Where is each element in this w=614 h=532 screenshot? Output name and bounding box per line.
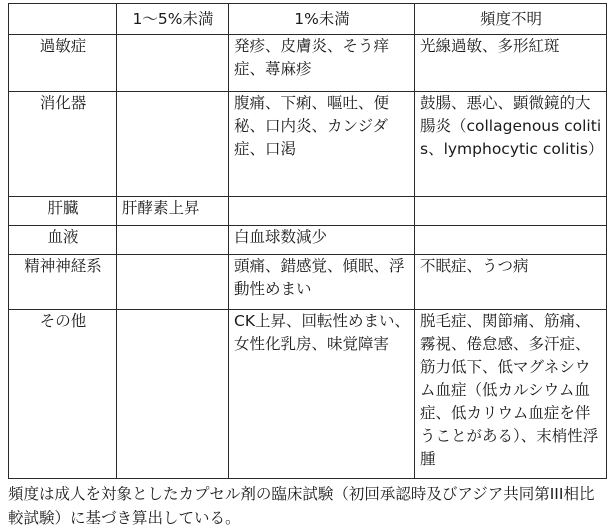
table-row <box>9 255 607 310</box>
cell-under-1-percent: 発疹、皮膚炎、そう痒症、蕁麻疹 <box>229 35 415 92</box>
table-header-row <box>9 4 607 35</box>
table-row <box>9 226 607 255</box>
cell-under-1-percent: 頭痛、錯感覚、傾眠、浮動性めまい <box>229 255 415 310</box>
row-category: 精神神経系 <box>9 255 117 310</box>
cell-under-1-percent: CK上昇、回転性めまい、女性化乳房、味覚障害 <box>229 310 415 479</box>
cell-1-5-percent <box>117 226 229 255</box>
row-category: 消化器 <box>9 92 117 197</box>
cell-1-5-percent: 肝酵素上昇 <box>117 197 229 226</box>
cell-under-1-percent: 白血球数減少 <box>229 226 415 255</box>
cell-1-5-percent <box>117 35 229 92</box>
cell-frequency-unknown: 鼓腸、悪心、顕微鏡的大腸炎（collagenous colitis、lymphocytic colitis） <box>415 92 607 197</box>
cell-1-5-percent <box>117 310 229 479</box>
header-cell-frequency-unknown: 頻度不明 <box>415 4 607 35</box>
adverse-reaction-frequency-table <box>8 3 607 479</box>
cell-frequency-unknown <box>415 197 607 226</box>
header-cell-category <box>9 4 117 35</box>
table-row <box>9 197 607 226</box>
table-row <box>9 310 607 479</box>
cell-frequency-unknown: 光線過敏、多形紅斑 <box>415 35 607 92</box>
table-row <box>9 35 607 92</box>
cell-1-5-percent <box>117 255 229 310</box>
header-cell-under-1-percent: 1%未満 <box>229 4 415 35</box>
row-category: 血液 <box>9 226 117 255</box>
cell-under-1-percent <box>229 197 415 226</box>
table-row <box>9 92 607 197</box>
cell-1-5-percent <box>117 92 229 197</box>
cell-frequency-unknown: 脱毛症、関節痛、筋痛、霧視、倦怠感、多汗症、筋力低下、低マグネシウム血症（低カルシウム血症、低カリウム血症を伴うことがある）、末梢性浮腫 <box>415 310 607 479</box>
frequency-footnote: 頻度は成人を対象としたカプセル剤の臨床試験（初回承認時及びアジア共同第III相比較試験）に基づき算出している。 <box>8 485 595 527</box>
cell-under-1-percent: 腹痛、下痢、嘔吐、便秘、口内炎、カンジダ症、口渇 <box>229 92 415 197</box>
cell-frequency-unknown: 不眠症、うつ病 <box>415 255 607 310</box>
row-category: その他 <box>9 310 117 479</box>
row-category: 肝臓 <box>9 197 117 226</box>
row-category: 過敏症 <box>9 35 117 92</box>
header-cell-1-5-percent: 1～5%未満 <box>117 4 229 35</box>
cell-frequency-unknown <box>415 226 607 255</box>
